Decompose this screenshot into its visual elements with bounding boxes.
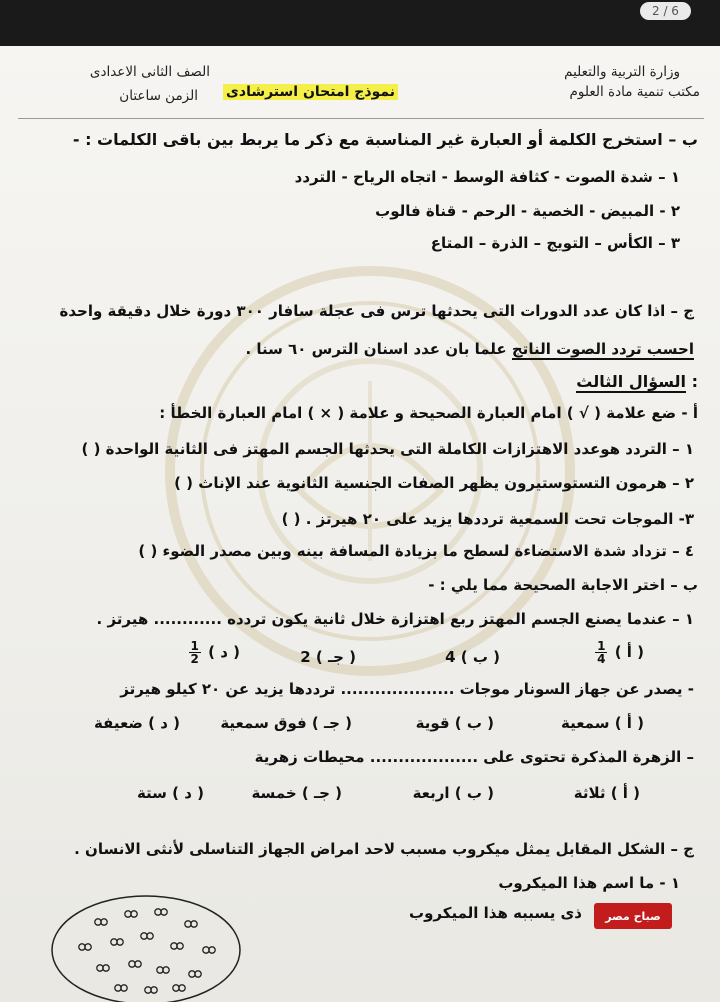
header-divider [18,118,704,119]
fraction-quarter: $\frac{1}{4}$ [597,639,606,666]
ministry-name: وزارة التربية والتعليم [564,64,680,80]
sabah-masr-logo: صباح مصر [594,903,672,929]
true-false-statement: ٢ – هرمون التستوستيرون يظهر الصفات الجنسية الثانوية عند الإناث ( ) [174,474,694,492]
part-c-question-2: ذى يسببه هذا الميكروب [409,904,582,922]
part-b-heading: ب – اختر الاجابة الصحيحة مما يلي : - [428,576,698,594]
section-c-line2 [245,340,694,358]
mcq-1-option-c: ( جـ ) 2 [300,648,356,666]
mcq-1-question: ١ – عندما يصنع الجسم المهتز ربع اهتزازة خلال ثانية يكون تردده ............ هيرتز . [96,610,694,628]
mcq-3-question: – الزهرة المذكرة تحتوى على ................... محيطات زهرية [254,748,694,766]
mcq-2-option-c: ( جـ ) فوق سمعية [220,714,352,732]
exam-sheet [0,46,720,1002]
section-b-item: ٣ – الكأس – التويج – الذرة – المتاع [430,234,680,252]
part-a-heading: أ - ضع علامة ( √ ) امام العبارة الصحيحة و علامة ( × ) امام العبارة الخطأ : [159,404,698,422]
mcq-3-option-d: ( د ) ستة [136,784,204,802]
fraction-half: $\frac{1}{2}$ [190,639,199,666]
microbe-figure [48,892,244,1002]
mcq-1-option-a: ( أ ) $\frac{1}{4}$ [597,639,644,666]
true-false-statement: ٣- الموجات تحت السمعية ترددها يزيد على ٢٠ هيرتز . ( ) [281,510,694,528]
section-c-line1: ج – اذا كان عدد الدورات التى يحدثها ترس فى عجلة سافار ٣٠٠ دورة خلال دقيقة واحدة [59,302,694,320]
true-false-statement: ١ – التردد هوعدد الاهتزازات الكاملة التى يحدثها الجسم المهتز فى الثانية الواحدة ( ) [81,440,694,458]
page-counter: 2 / 6 [640,2,691,20]
part-c-question-1: ١ - ما اسم هذا الميكروب [498,874,680,892]
section-b-item: ٢ - المبيض - الخصية - الرحم - قناة فالوب [375,202,680,220]
mcq-2-option-b: ( ب ) قوية [415,714,494,732]
grade-label: الصف الثانى الاعدادى [89,64,210,80]
exam-title: نموذج امتحان استرشادى [223,84,398,100]
section-b-item: ١ – شدة الصوت - كثافة الوسط - اتجاه الرياح - التردد [294,168,680,186]
mcq-1-option-d: ( د ) $\frac{1}{2}$ [190,639,240,666]
viewer-top-bar [0,0,720,46]
mcq-3-option-a: ( أ ) ثلاثة [573,784,640,802]
mcq-2-option-d: ( د ) ضعيفة [93,714,180,732]
section-c-suffix: علما بان عدد اسنان الترس ٦٠ سنا . [245,340,507,358]
mcq-2-question: - يصدر عن جهاز السونار موجات .................... ترددها يزيد عن ٢٠ كيلو هيرتز [120,680,694,698]
mcq-2-option-a: ( أ ) سمعية [560,714,644,732]
mcq-3-option-b: ( ب ) اربعة [412,784,494,802]
duration-label: الزمن ساعتان [119,88,198,104]
true-false-statement: ٤ – تزداد شدة الاستضاءة لسطح ما بزيادة المسافة بينه وبين مصدر الضوء ( ) [138,542,694,560]
question-3-title: : السؤال الثالث [576,372,698,391]
mcq-1-option-b: ( ب ) 4 [445,648,500,666]
part-c-heading: ج – الشكل المقابل يمثل ميكروب مسبب لاحد امراض الجهاز التناسلى لأنثى الانسان . [74,840,694,858]
office-name: مكتب تنمية مادة العلوم [569,84,700,100]
mcq-3-option-c: ( جـ ) خمسة [251,784,342,802]
section-c-prefix: احسب تردد الصوت الناتج [511,340,694,358]
section-b-heading: ب – استخرج الكلمة أو العبارة غير المناسبة مع ذكر ما يربط بين باقى الكلمات : - [72,130,698,149]
